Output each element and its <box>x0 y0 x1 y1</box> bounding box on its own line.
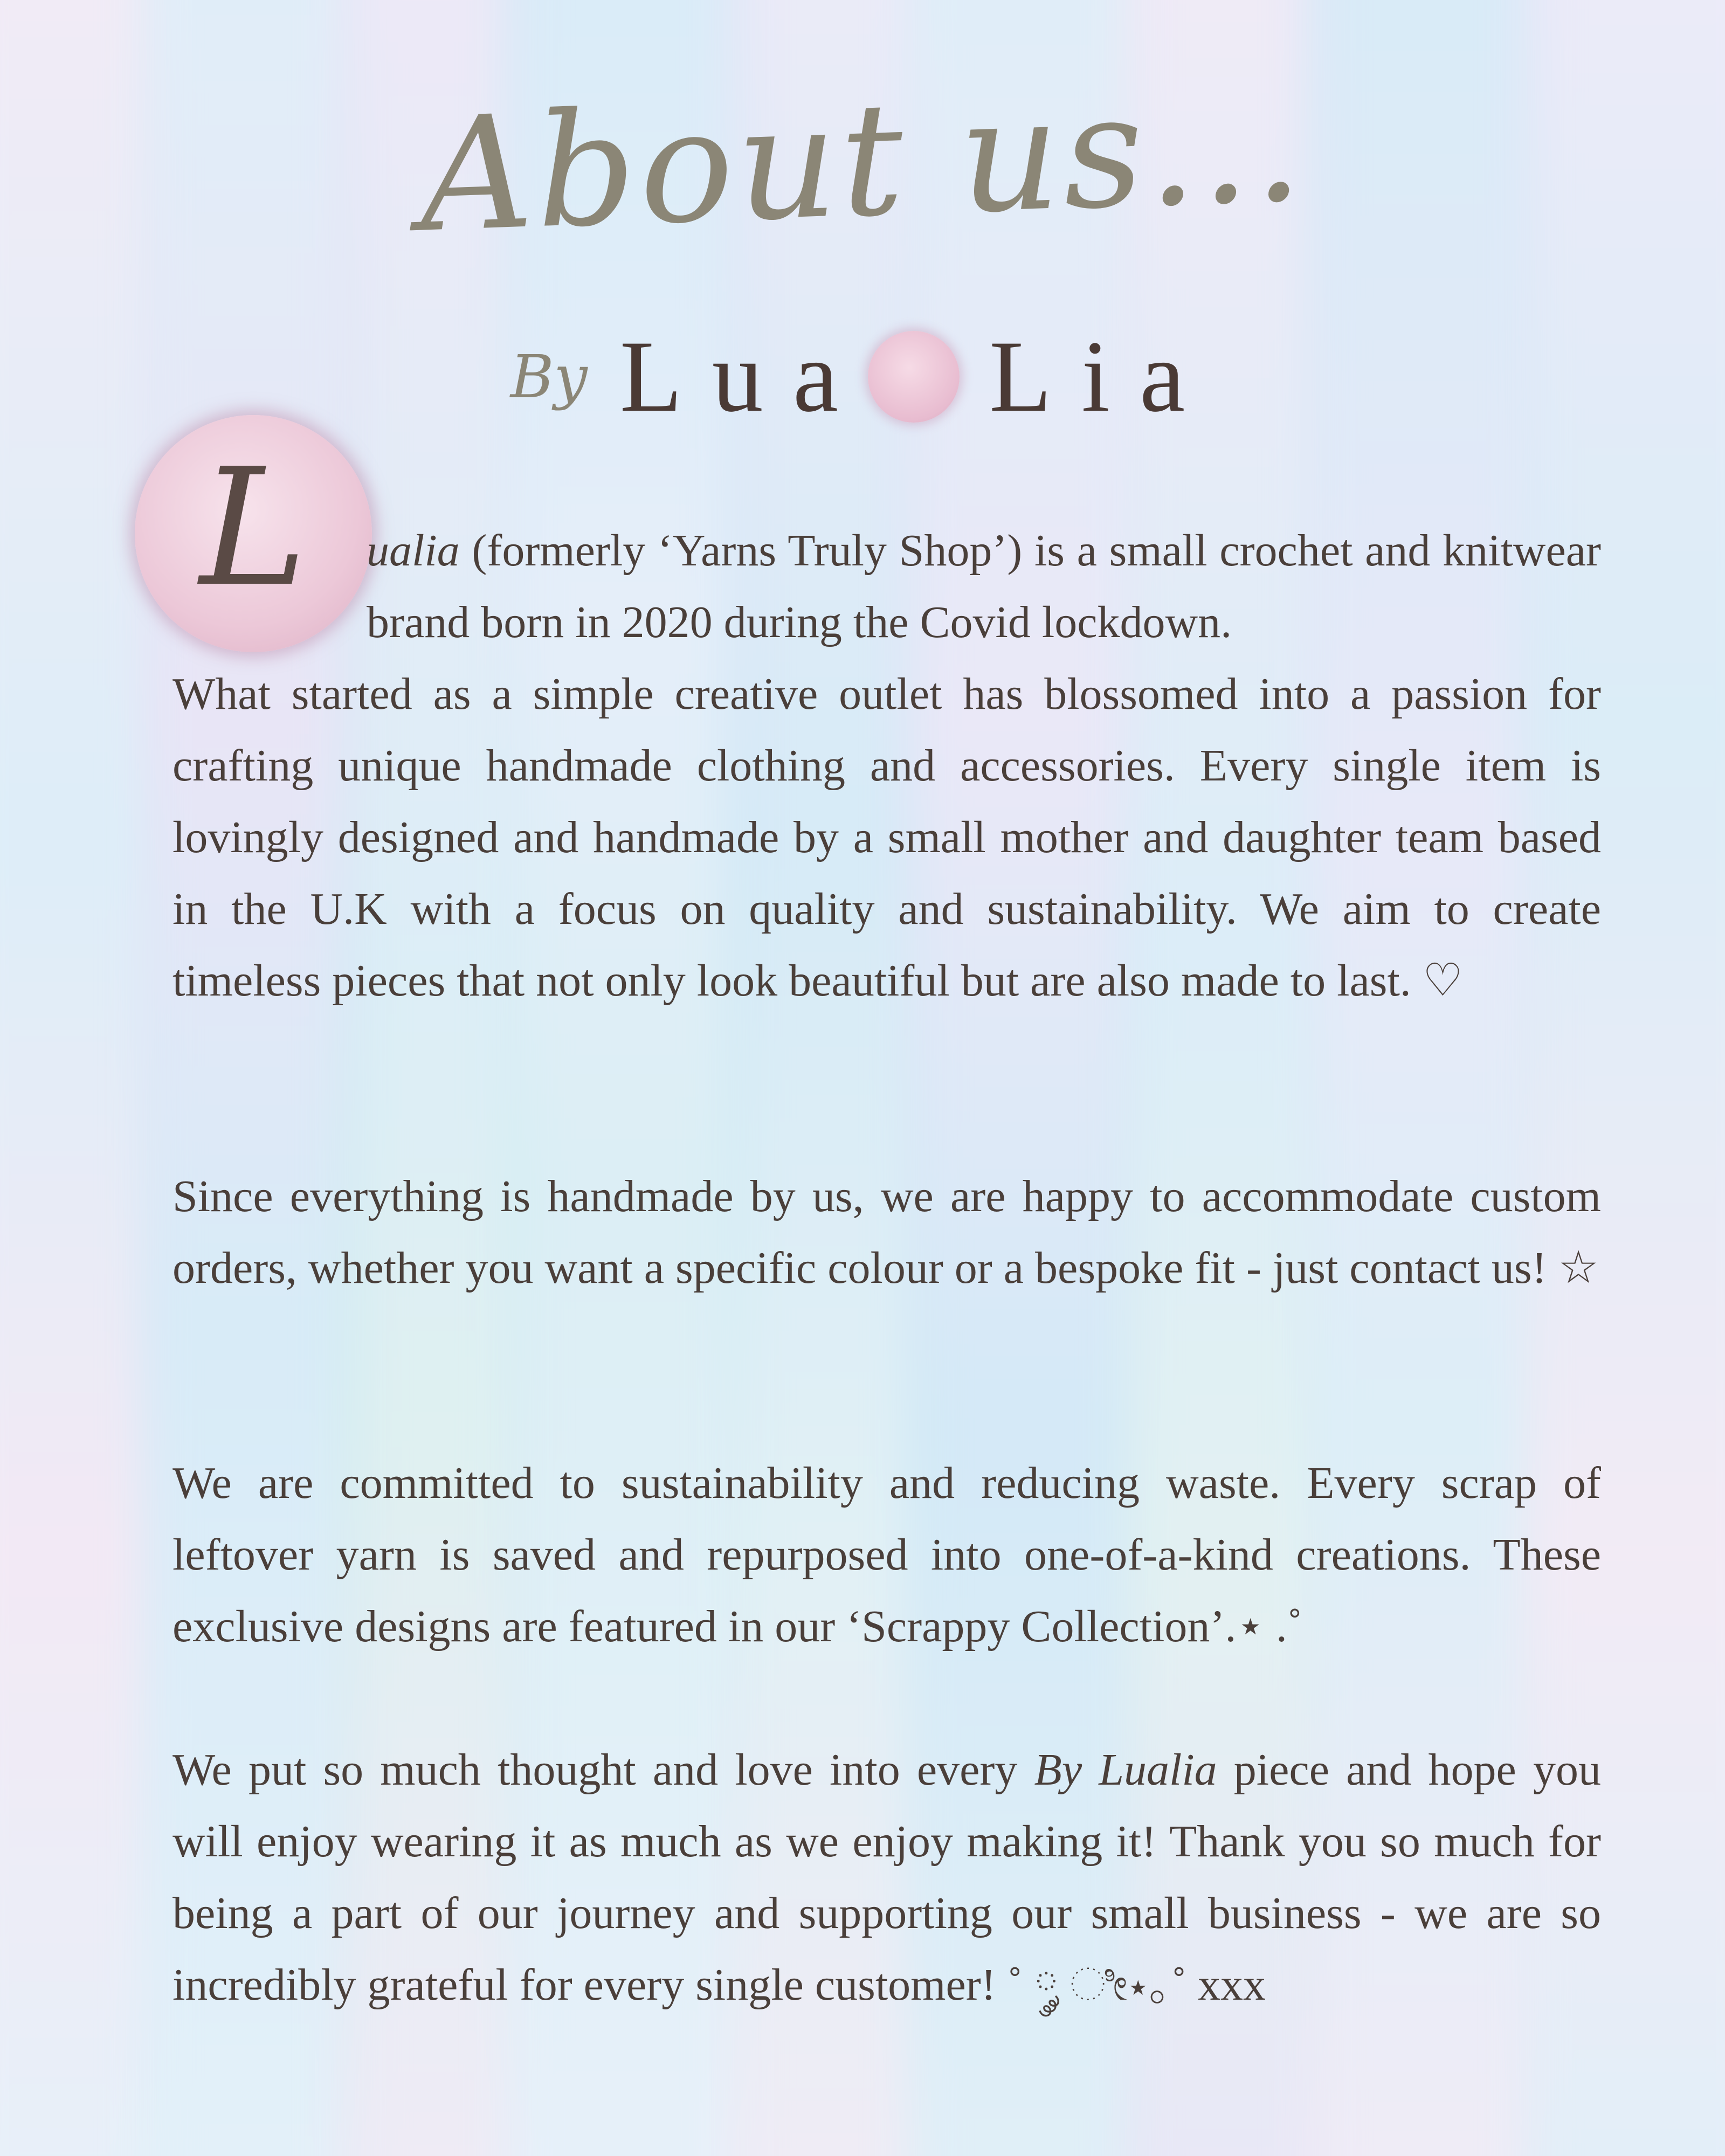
thanks-brand: By Lualia <box>1034 1745 1217 1795</box>
thanks-text-before: We put so much thought and love into every <box>172 1745 1034 1795</box>
page-title: About us... <box>416 54 1309 267</box>
pink-dot-icon <box>868 331 960 423</box>
thanks-text-after: piece and hope you will enjoy wearing it as much as we enjoy making it! Thank you so much for being a part of our journey and supporting our small business - we are so incredibly grateful for every single customer! ˚ ༘ ೀ⋆｡˚ xxx <box>172 1745 1601 2010</box>
custom-orders-paragraph: Since everything is handmade by us, we are happy to accommodate custom orders, whether you want a specific colour or a bespoke fit - just contact us! ☆ <box>172 1171 1601 1293</box>
brand-name-left: Lua <box>619 320 868 433</box>
intro-body: What started as a simple creative outlet has blossomed into a passion for crafting unique handmade clothing and accessories. Every single item is lovingly designed and handmade by a small mother and daughter team based in the U.K with a focus on quality and sustainability. We aim to create timeless pieces that not only look beautiful but are also made to last. ♡ <box>172 669 1601 1006</box>
dropcap-letter: L <box>199 434 307 622</box>
thank-you-paragraph <box>172 1734 1601 2021</box>
intro-brand-word: ualia <box>367 526 460 576</box>
brand-name-right: Lia <box>989 320 1215 433</box>
dropcap-badge <box>135 415 372 652</box>
sustainability-paragraph: We are committed to sustainability and reducing waste. Every scrap of leftover yarn is saved and repurposed into one-of-a-kind creations. These exclusive designs are featured in our ‘Scrappy Collection’.⋆ .˚ <box>172 1458 1601 1651</box>
by-label: By <box>510 342 588 411</box>
intro-line-rest: (formerly ‘Yarns Truly Shop’) is a small crochet and knitwear brand born in 2020 during the Covid lockdown. <box>367 526 1601 647</box>
intro-first-lines <box>367 515 1601 658</box>
